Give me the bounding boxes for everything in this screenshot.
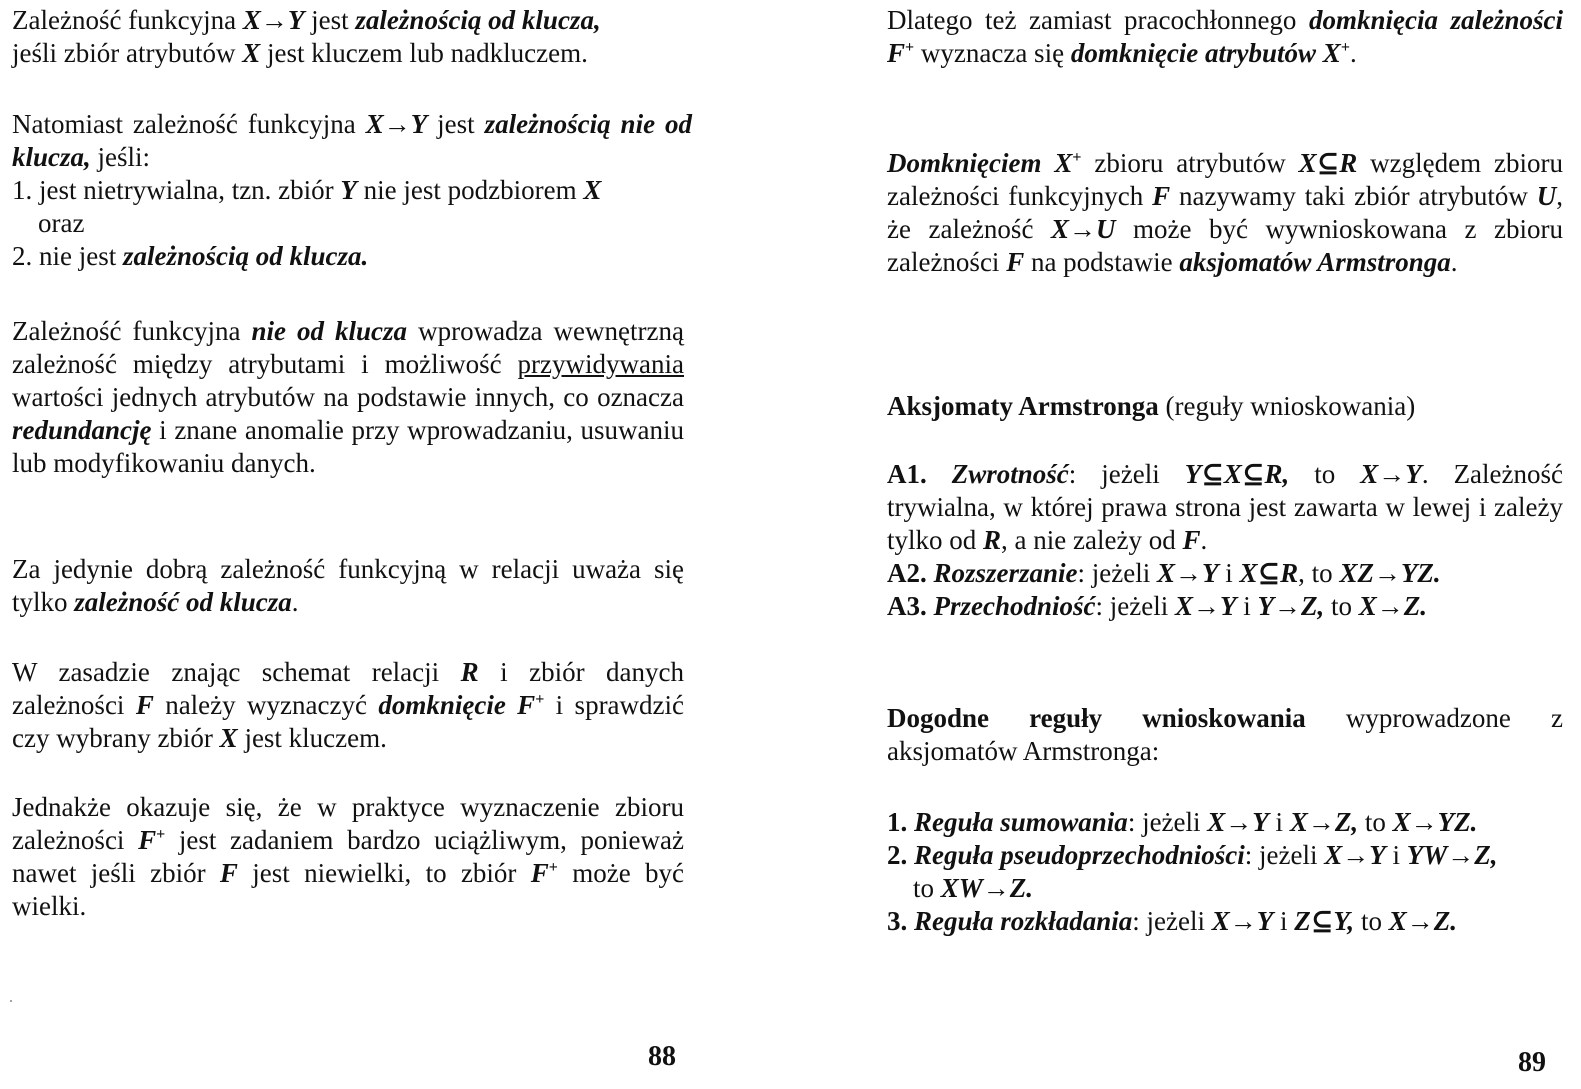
term-closure: domknięcie F [378, 690, 536, 720]
scan-speck [10, 1000, 12, 1002]
rule-sumowania: 1. Reguła sumowania: jeżeli X→Y i X→Z, to X→YZ. [887, 807, 1478, 837]
left-paragraph-key-dependency: Zależność funkcyjna X→Y jest zależnością od klucza, jeśli zbiór atrybutów X jest kluczem lub nadkluczem. [12, 5, 601, 68]
fd-xy: X→Y [242, 5, 305, 35]
right-paragraph-closure-definition: Domknięciem X+ zbioru atrybutów X⊆R względem zbioru zależności funkcyjnych F nazywamy taki zbiór atrybutów U, że zależność X→U może być wywnioskowana z zbioru zależności F na podstawie aksjomatów Armstronga. [887, 148, 1563, 277]
left-paragraph-closure: W zasadzie znając schemat relacji R i zbiór danych zależności F należy wyznaczyć domknięcie F+ i sprawdzić czy wybrany zbiór X jest kluczem. [12, 657, 685, 753]
right-paragraph-intro: Dlatego też zamiast pracochłonnego domknięcia zależności F+ wyznacza się domknięcie atrybutów X+. [887, 5, 1563, 68]
axiom-a2: A2. Rozszerzanie: jeżeli X→Y i X⊆R, to XZ→YZ. [887, 558, 1441, 588]
rule-rozkladania: 3. Reguła rozkładania: jeżeli X→Y i Z⊆Y, to X→Z. [887, 906, 1457, 936]
left-page [0, 0, 790, 1089]
axiom-a1: A1. Zwrotność: jeżeli Y⊆X⊆R, to X→Y. Zależność trywialna, w której prawa strona jest zawarta w lewej i zależy tylko od R, a nie zależy od F. [887, 459, 1564, 555]
section-heading-armstrong-axioms: Aksjomaty Armstronga (reguły wnioskowania) [887, 391, 1416, 421]
left-paragraph-practice: Jednakże okazuje się, że w praktyce wyznaczenie zbioru zależności F+ jest zadaniem bardzo uciążliwym, ponieważ nawet jeśli zbiór F jest niewielki, to zbiór F+ może być wielki. [12, 792, 684, 921]
term-nonkey-dependency: zależnością nie od klucza, [12, 109, 693, 172]
right-page [790, 0, 1581, 1089]
axiom-a3: A3. Przechodniość: jeżeli X→Y i Y→Z, to X→Z. [887, 591, 1428, 621]
term-closure-x: Domknięciem X [887, 148, 1073, 178]
term-redundancy: redundancję [12, 415, 152, 445]
left-paragraph-good-dependency: Za jedynie dobrą zależność funkcyjną w relacji uważa się tylko zależność od klucza. [12, 554, 684, 617]
rule-pseudoprzechodniosci: 2. Reguła pseudoprzechodniości: jeżeli X→Y i YW→Z, [887, 840, 1498, 870]
right-paragraph-derived-rules: Dogodne reguły wnioskowania wyprowadzone z aksjomatów Armstronga: [887, 703, 1563, 766]
page-number-left: 88 [648, 1041, 676, 1072]
condition-item-1: 1. jest nietrywialna, tzn. zbiór Y nie jest podzbiorem X [12, 175, 602, 205]
axiom-list [887, 458, 1563, 623]
derived-rule-list: 1. Reguła sumowania: jeżeli X→Y i X→Z, to X→YZ. 2. Reguła pseudoprzechodniości: jeżeli X→Y i YW→Z, to XW→Z. 3. Reguła rozkładania: jeżeli X→Y i Z⊆Y, to X→Z. [887, 806, 1563, 938]
term-key-dependency: zależnością od klucza, [355, 5, 601, 35]
left-paragraph-nonkey-definition: Natomiast zależność funkcyjna X→Y jest zależnością nie od klucza, jeśli: 1. jest nietrywialna, tzn. zbiór Y nie jest podzbiorem X oraz 2. nie jest zależnością od klucza. [12, 109, 693, 271]
page-number-right: 89 [1518, 1047, 1546, 1078]
condition-item-2: 2. nie jest zależnością od klucza. [12, 241, 369, 271]
term-attribute-closure: domknięcie atrybutów X [1070, 38, 1341, 68]
left-paragraph-redundancy: Zależność funkcyjna nie od klucza wprowadza wewnętrzną zależność między atrybutami i możliwość przywidywania wartości jednych atrybutów na podstawie innych, co oznacza redundancję i znane anomalie przy wprowadzaniu, usuwaniu lub modyfikowaniu danych. [12, 316, 684, 478]
